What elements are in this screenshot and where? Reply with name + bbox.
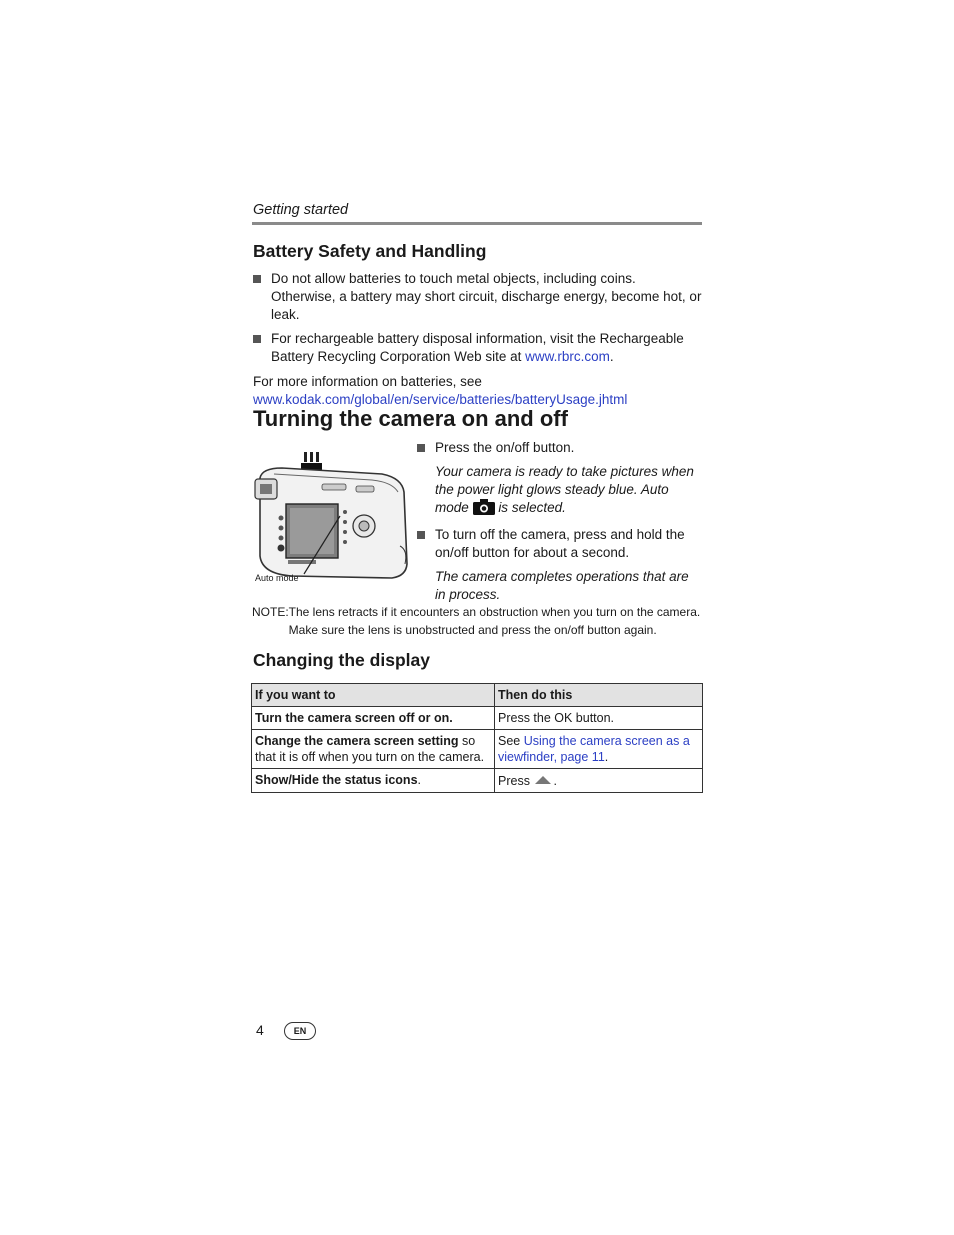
turning-bullet-2 [417, 526, 702, 562]
ready-note: Your camera is ready to take pictures when the power light glows steady blue. Auto mode is selected. [435, 463, 702, 520]
table-cell: Show/Hide the status icons. [252, 769, 495, 793]
table-cell: Change the camera screen setting so that it is off when you turn on the camera. [252, 730, 495, 769]
bullet-marker [417, 444, 425, 452]
bullet-marker [253, 275, 261, 283]
table-cell: See Using the camera screen as a viewfinder, page 11. [495, 730, 703, 769]
viewfinder-link[interactable]: Using the camera screen as a viewfinder, page 11 [498, 734, 690, 764]
table-row [252, 769, 703, 793]
camera-illustration [252, 446, 412, 586]
battery-bullets [253, 270, 703, 409]
page-number: 4 [256, 1022, 264, 1038]
display-heading: Changing the display [253, 650, 430, 670]
language-badge: EN [284, 1022, 316, 1040]
table-header-cell: If you want to [252, 684, 495, 707]
table-header-cell: Then do this [495, 684, 703, 707]
turning-heading: Turning the camera on and off [253, 406, 568, 431]
note-label: NOTE: [252, 605, 289, 619]
up-arrow-icon [535, 772, 551, 788]
rbrc-link[interactable]: www.rbrc.com [525, 349, 610, 364]
kodak-battery-link[interactable]: www.kodak.com/global/en/service/batteries/batteryUsage.jhtml [253, 392, 628, 407]
table-row [252, 730, 703, 769]
completes-note: The camera completes operations that are in process. [435, 569, 689, 602]
bullet-marker [253, 335, 261, 343]
bullet-text: For rechargeable battery disposal information, visit the Rechargeable Battery Recycling Corporation Web site at www.rbrc.com. [271, 331, 684, 364]
table-header-row [252, 684, 703, 707]
turning-bullet-1 [417, 439, 702, 457]
note-text: The lens retracts if it encounters an obstruction when you turn on the camera. Make sure the lens is unobstructed and press the on/off button again. [288, 605, 701, 637]
more-info: For more information on batteries, see [253, 374, 482, 389]
bullet-text: To turn off the camera, press and hold the on/off button for about a second. [435, 527, 685, 560]
header-rule [252, 222, 702, 225]
table-cell: Press the OK button. [495, 707, 703, 730]
battery-heading: Battery Safety and Handling [253, 241, 487, 261]
note-block [252, 603, 702, 639]
turning-steps [417, 439, 702, 604]
bullet-text: Press the on/off button. [435, 440, 575, 455]
table-cell: Turn the camera screen off or on. [252, 707, 495, 730]
camera-figure [252, 446, 412, 586]
bullet-text: Do not allow batteries to touch metal objects, including coins. Otherwise, a battery may short circuit, discharge energy, become hot, or leak. [271, 271, 702, 322]
display-table [251, 683, 703, 793]
battery-bullet-2 [253, 330, 703, 366]
battery-bullet-1 [253, 270, 703, 324]
table-row [252, 707, 703, 730]
figure-label: Auto mode [255, 573, 299, 583]
camera-icon [473, 499, 495, 520]
running-head: Getting started [253, 202, 349, 218]
table-cell: Press . [495, 769, 703, 793]
bullet-marker [417, 531, 425, 539]
